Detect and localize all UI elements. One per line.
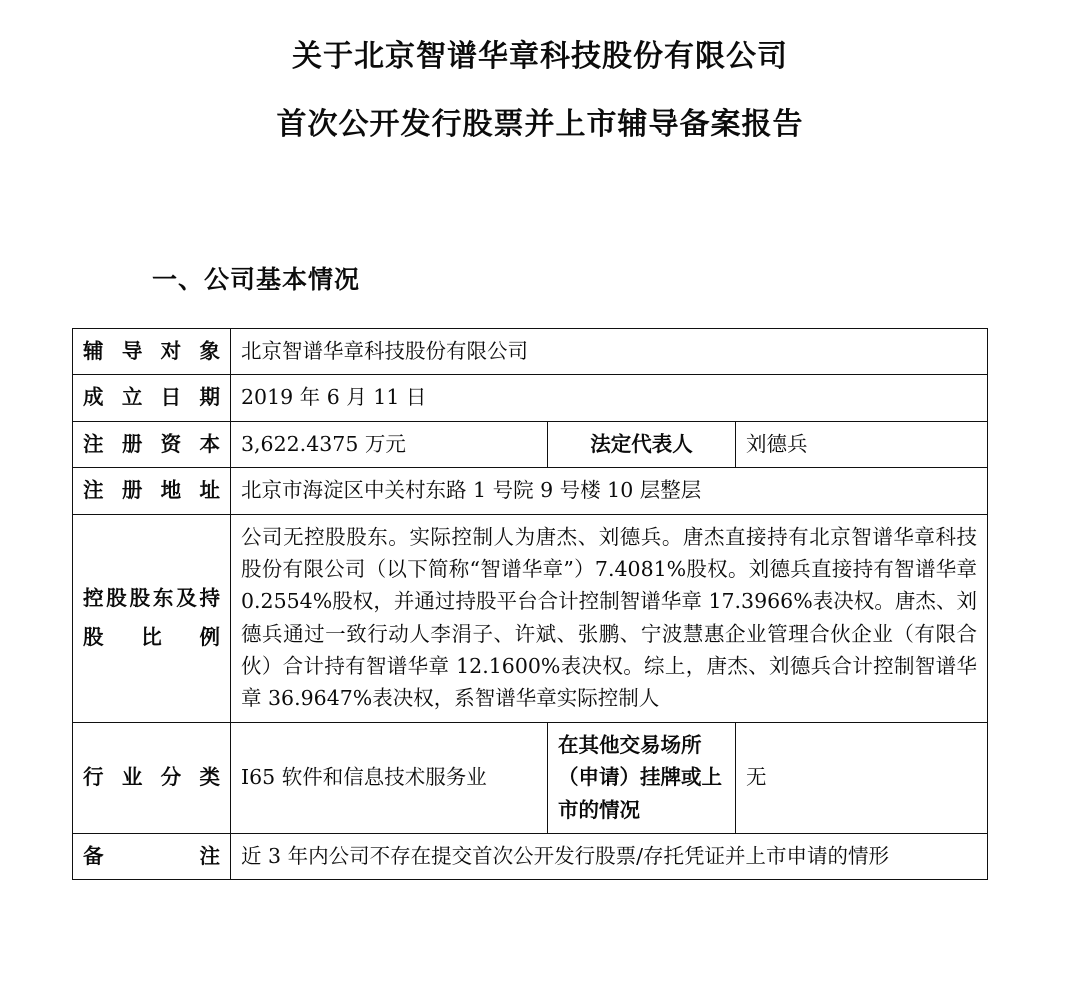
- table-row: [73, 514, 988, 722]
- row-value-registered-capital: 3,622.4375 万元: [231, 421, 548, 467]
- row-label-industry-classification: 行业分类: [73, 722, 231, 833]
- row-label-other-exchange-listing: 在其他交易场所（申请）挂牌或上市的情况: [547, 722, 735, 833]
- table-row: [73, 468, 988, 514]
- document-title-line-2: 首次公开发行股票并上市辅导备案报告: [276, 107, 804, 142]
- table-row: [73, 375, 988, 421]
- row-label-registered-capital: 注册资本: [73, 421, 231, 467]
- row-label-controlling-shareholder: 控股股东及持股比例: [73, 514, 231, 722]
- table-row: [73, 833, 988, 879]
- table-row: [73, 329, 988, 375]
- row-value-controlling-shareholder: 公司无控股股东。实际控制人为唐杰、刘德兵。唐杰直接持有北京智谱华章科技股份有限公司（以下简称“智谱华章”）7.4081%股权。刘德兵直接持有智谱华章 0.2554%股权，并通过持股平台合计控制智谱华章 17.3966%表决权。唐杰、刘德兵通过一致行动人李涓子、许斌、张鹏、宁波慧惠企业管理合伙企业（有限合伙）合计持有智谱华章 12.1600%表决权。综上，唐杰、刘德兵合计控制智谱华章 36.9647%表决权，系智谱华章实际控制人: [231, 514, 988, 722]
- row-value-legal-representative: 刘德兵: [735, 421, 987, 467]
- row-value-other-exchange-listing: 无: [735, 722, 987, 833]
- row-value-remarks: 近 3 年内公司不存在提交首次公开发行股票/存托凭证并上市申请的情形: [231, 833, 988, 879]
- table-row: [73, 421, 988, 467]
- row-label-establish-date: 成立日期: [73, 375, 231, 421]
- row-value-registered-address: 北京市海淀区中关村东路 1 号院 9 号楼 10 层整层: [231, 468, 988, 514]
- table-row: [73, 722, 988, 833]
- row-value-coaching-target: 北京智谱华章科技股份有限公司: [231, 329, 988, 375]
- row-label-coaching-target: 辅导对象: [73, 329, 231, 375]
- row-value-establish-date: 2019 年 6 月 11 日: [231, 375, 988, 421]
- row-label-remarks: 备注: [73, 833, 231, 879]
- row-value-industry-classification: I65 软件和信息技术服务业: [231, 722, 548, 833]
- row-label-legal-representative: 法定代表人: [547, 421, 735, 467]
- company-basic-info-table: [72, 328, 988, 880]
- row-label-registered-address: 注册地址: [73, 468, 231, 514]
- section-heading-company-basics: 一、公司基本情况: [152, 265, 361, 294]
- document-title-line-1: 关于北京智谱华章科技股份有限公司: [292, 39, 788, 74]
